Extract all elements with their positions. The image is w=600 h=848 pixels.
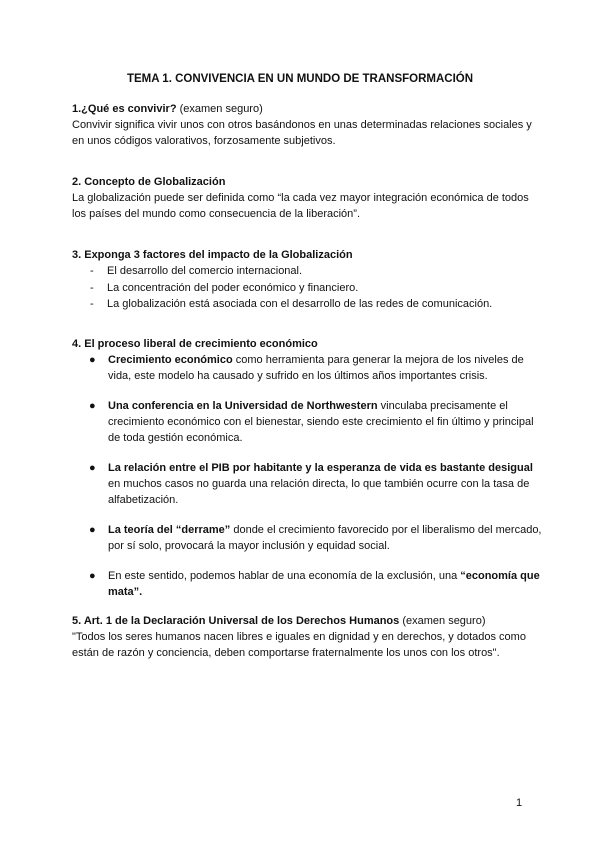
section-3-heading: 3. Exponga 3 factores del impacto de la Globalización — [72, 249, 353, 261]
section-1-heading: 1.¿Qué es convivir? — [72, 103, 177, 115]
section-1-body: Convivir significa vivir unos con otros basándonos en unas determinadas relaciones sociales y en unos códigos valorativos, forzosamente subjetivos. — [72, 119, 532, 147]
bullet-icon: ● — [89, 462, 96, 474]
section-2-body: La globalización puede ser definida como “la cada vez mayor integración económica de todos los países del mundo como consecuencia de la liberación”. — [72, 192, 529, 220]
list-item — [72, 352, 542, 384]
section-1-note: (examen seguro) — [176, 103, 263, 115]
section-5-body: "Todos los seres humanos nacen libres e iguales en dignidad y en derechos, y dotados como están de razón y conciencia, deben comportarse fraternalmente los unos con los otros". — [72, 631, 526, 659]
bullet-icon: ● — [89, 524, 96, 536]
list-item: - El desarrollo del comercio internacional. — [72, 263, 542, 280]
section-5-heading-line — [72, 613, 542, 629]
section-2 — [72, 174, 542, 222]
section-3-list — [72, 263, 542, 313]
list-item-text: vinculaba precisamente el crecimiento económico con el bienestar, siendo este crecimiento el fin último y principal de toda gestión económica. — [108, 400, 534, 444]
bullet-icon: ● — [89, 570, 96, 582]
list-item-bold: La relación entre el PIB por habitante y la esperanza de vida es bastante desigual — [108, 462, 533, 474]
list-item — [72, 568, 542, 600]
list-item — [72, 460, 542, 508]
list-item-text: donde el crecimiento favorecido por el liberalismo del mercado, por sí solo, provocará la mayor inclusión y equidad social. — [108, 524, 542, 552]
section-5-note: (examen seguro) — [399, 615, 486, 627]
list-item-text: como herramienta para generar la mejora de los niveles de vida, este modelo ha causado y sufrido en los últimos años importantes crisis. — [108, 354, 524, 382]
bullet-icon: ● — [89, 400, 96, 412]
list-item-text: en muchos casos no guarda una relación directa, lo que también ocurre con la tasa de alfabetización. — [108, 478, 530, 506]
list-item: - La globalización está asociada con el desarrollo de las redes de comunicación. — [72, 296, 542, 313]
list-item-bold: “economía que mata”. — [108, 570, 540, 598]
list-item-bold: La teoría del “derrame” — [108, 524, 231, 536]
section-1-heading-line — [72, 101, 542, 117]
list-item-bold: Una conferencia en la Universidad de Northwestern — [108, 400, 378, 412]
list-item-text: En este sentido, podemos hablar de una economía de la exclusión, una — [108, 570, 461, 582]
section-3 — [72, 247, 542, 313]
list-item — [72, 522, 542, 554]
page-number: 1 — [516, 797, 523, 809]
section-5 — [72, 613, 542, 661]
list-item-bold: Crecimiento económico — [108, 354, 233, 366]
section-1 — [72, 101, 542, 149]
list-item: - La concentración del poder económico y financiero. — [72, 280, 542, 297]
section-5-heading: 5. Art. 1 de la Declaración Universal de los Derechos Humanos — [72, 615, 400, 627]
bullet-icon: ● — [89, 354, 96, 366]
section-2-heading: 2. Concepto de Globalización — [72, 176, 226, 188]
section-4-heading: 4. El proceso liberal de crecimiento económico — [72, 338, 318, 350]
list-item — [72, 398, 542, 446]
section-4-list — [72, 352, 542, 600]
section-4 — [72, 336, 542, 600]
page-title: TEMA 1. CONVIVENCIA EN UN MUNDO DE TRANSFORMACIÓN — [126, 73, 474, 85]
